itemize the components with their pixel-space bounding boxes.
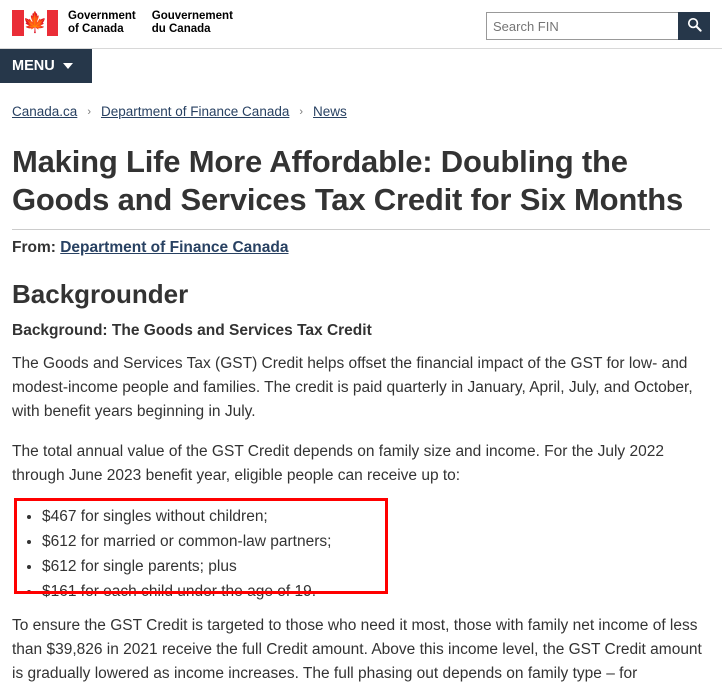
from-label: From: xyxy=(12,238,56,256)
government-of-canada-signature[interactable] xyxy=(12,10,233,36)
site-header xyxy=(0,0,722,48)
subheading-background: Background: The Goods and Services Tax Credit xyxy=(12,321,372,339)
chevron-down-icon xyxy=(63,63,73,69)
site-search xyxy=(486,12,710,40)
list-item: • $161 for each child under the age of 19. xyxy=(42,579,710,604)
search-input[interactable] xyxy=(486,12,678,40)
main-content xyxy=(0,143,722,686)
credit-amounts-list-wrapper xyxy=(12,504,710,604)
menu-bar xyxy=(0,48,722,86)
credit-amounts-list xyxy=(12,504,710,604)
wordmark xyxy=(68,10,233,36)
breadcrumb-separator: › xyxy=(299,105,304,118)
paragraph-3: To ensure the GST Credit is targeted to those who need it most, those with family net income of less than $39,826 in 2021 receive the full Credit amount. Above this income level, the GST Credit amount is gradually lowered as income increases. The full phasing out depends on family type – for xyxy=(12,617,702,683)
list-item: • $467 for singles without children; xyxy=(42,504,710,529)
breadcrumb-item-news[interactable]: News xyxy=(313,104,347,119)
menu-button-label: MENU xyxy=(12,58,55,74)
paragraph-2: The total annual value of the GST Credit depends on family size and income. For the July 2022 through June 2023 benefit year, eligible people can receive up to: xyxy=(12,442,664,484)
section-heading-backgrounder: Backgrounder xyxy=(12,278,189,309)
list-item: • $612 for married or common-law partners; xyxy=(42,529,710,554)
breadcrumb xyxy=(0,86,722,125)
canada-flag-icon: 🍁 xyxy=(12,10,58,36)
breadcrumb-item-department-of-finance-canada[interactable]: Department of Finance Canada xyxy=(100,104,290,119)
page-title: Making Life More Affordable: Doubling the Goods and Services Tax Credit for Six Months xyxy=(12,144,684,217)
wordmark-en-line1: Government xyxy=(68,10,136,22)
paragraph-1: The Goods and Services Tax (GST) Credit helps offset the financial impact of the GST for low- and modest-income people and families. The credit is paid quarterly in January, April, July, and October, with benefit years beginning in July. xyxy=(12,354,693,420)
search-button[interactable] xyxy=(678,12,710,40)
menu-button[interactable] xyxy=(0,49,92,83)
from-line xyxy=(12,229,710,257)
list-item: • $612 for single parents; plus xyxy=(42,554,710,579)
breadcrumb-item-canada-ca[interactable]: Canada.ca xyxy=(12,104,78,119)
from-link-department-of-finance-canada[interactable]: Department of Finance Canada xyxy=(60,238,289,256)
wordmark-en-line2: of Canada xyxy=(68,23,124,35)
wordmark-fr-line2: du Canada xyxy=(151,23,211,35)
search-icon xyxy=(687,17,702,35)
breadcrumb-separator: › xyxy=(87,105,91,118)
wordmark-fr-line1: Gouvernement xyxy=(151,10,233,22)
